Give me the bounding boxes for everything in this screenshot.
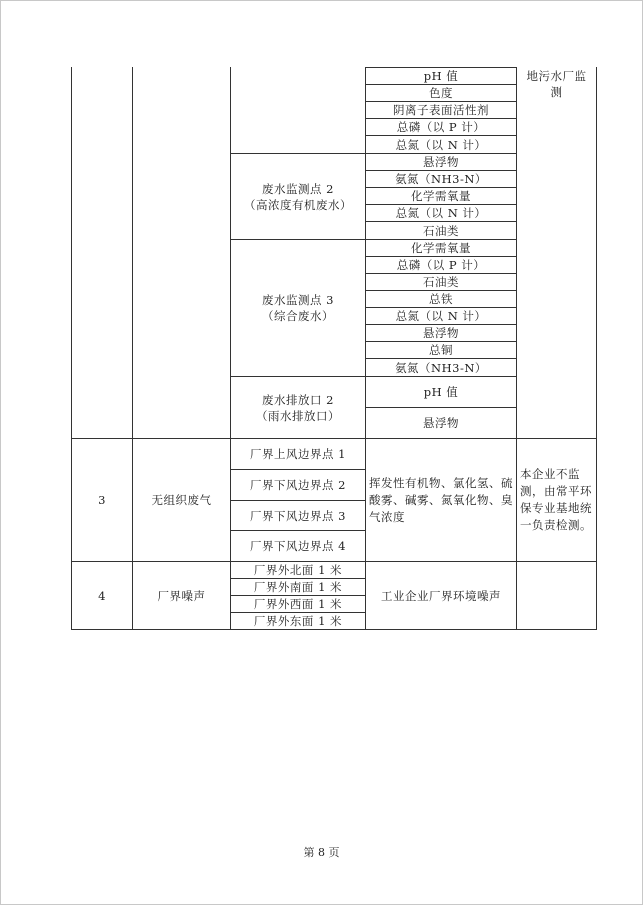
point-label-cell: [231, 154, 365, 239]
point-label-cell: [231, 240, 365, 376]
item-cell: 总氮（以 N 计）: [395, 309, 487, 323]
item-cell: pH 值: [423, 69, 459, 83]
point-cell: 厂界外北面 1 米: [253, 563, 343, 577]
item-cell: 色度: [429, 86, 453, 100]
item-cell: 悬浮物: [423, 155, 459, 169]
item-cell: 总铁: [429, 292, 453, 306]
item-cell: 总磷（以 P 计）: [396, 258, 486, 272]
point-label-cell: [231, 377, 365, 438]
page-number: 第 8 页: [303, 846, 340, 859]
item-cell: 总磷（以 P 计）: [396, 120, 486, 134]
row-number: 3: [98, 493, 106, 507]
item-cell: 总氮（以 N 计）: [395, 137, 487, 152]
items-cell: 挥发性有机物、氯化氢、硫酸雾、碱雾、氮氧化物、臭气浓度: [369, 475, 513, 524]
point-label: 废水监测点 3: [262, 293, 334, 307]
point-label: 废水排放口 2: [262, 392, 334, 407]
item-cell: 化学需氧量: [411, 189, 471, 203]
item-cell: 化学需氧量: [411, 241, 471, 255]
point-cell: 厂界外东面 1 米: [253, 614, 343, 628]
item-cell: 总铜: [429, 343, 453, 357]
item-cell: 总氮（以 N 计）: [395, 206, 487, 220]
row-number: 4: [98, 588, 106, 603]
item-cell: 石油类: [423, 223, 459, 238]
item-cell: 悬浮物: [423, 416, 459, 430]
table-line: [596, 67, 597, 630]
point-sublabel: （高浓度有机废水）: [244, 197, 352, 212]
point-cell: 厂界外西面 1 米: [253, 597, 343, 611]
category-cell: 厂界噪声: [157, 588, 206, 603]
note-cell: 本企业不监测，由常平环保专业基地统一负责检测。: [520, 467, 592, 532]
category-cell: 无组织废气: [151, 493, 212, 507]
point-cell: 厂界下风边界点 2: [250, 478, 346, 492]
note-cell: [517, 562, 596, 629]
point-cell: 厂界上风边界点 1: [250, 447, 346, 461]
point-cell: 厂界外南面 1 米: [253, 580, 343, 594]
item-cell: pH 值: [423, 385, 459, 399]
item-cell: 氨氮（NH3-N）: [395, 360, 487, 375]
note-cell: 地污水厂监测: [526, 69, 587, 99]
point-sublabel: （雨水排放口）: [256, 408, 340, 423]
table-line: [71, 629, 597, 630]
items-cell: 工业企业厂界环境噪声: [381, 588, 501, 603]
point-cell: 厂界下风边界点 4: [250, 539, 346, 553]
item-cell: 氨氮（NH3-N）: [395, 172, 487, 186]
table-line: [516, 67, 517, 630]
point-label: 废水监测点 2: [262, 181, 334, 196]
point-cell: 厂界下风边界点 3: [250, 508, 346, 523]
item-cell: 悬浮物: [423, 326, 459, 340]
item-cell: 阴离子表面活性剂: [393, 103, 489, 117]
item-cell: 石油类: [423, 275, 459, 289]
point-sublabel: （综合废水）: [262, 309, 334, 323]
